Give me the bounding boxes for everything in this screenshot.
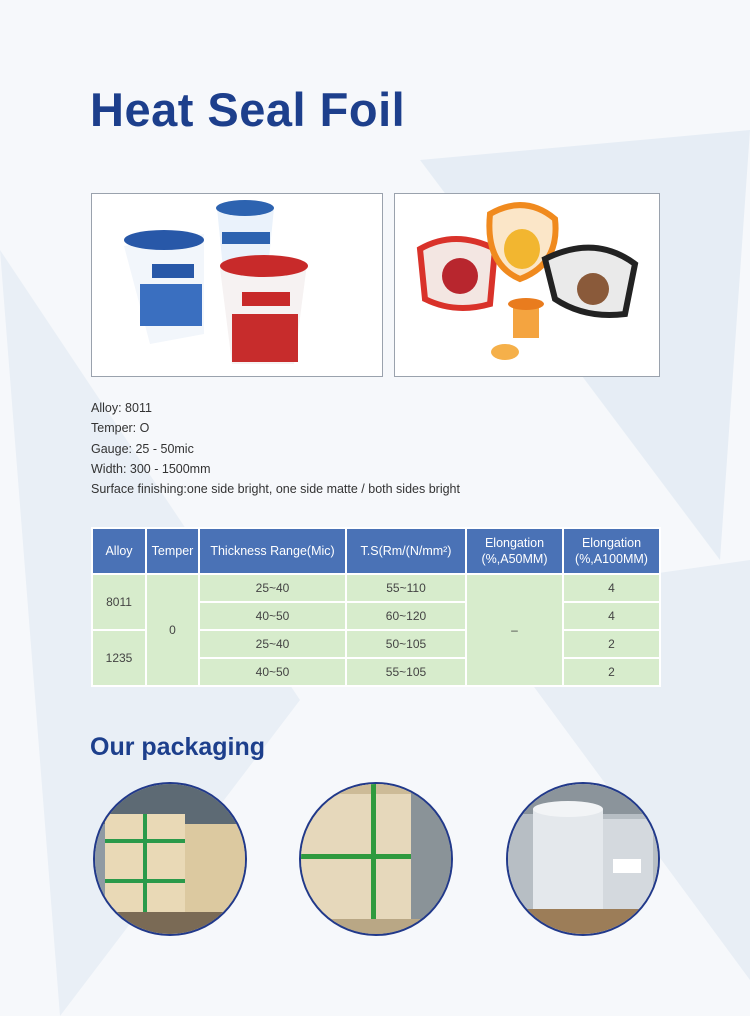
cell-thickness: 40~50 [199, 658, 346, 686]
cell-elongation-a100: 2 [563, 658, 660, 686]
cell-elongation-a100: 4 [563, 602, 660, 630]
cell-elongation-a100: 2 [563, 630, 660, 658]
cell-thickness: 40~50 [199, 602, 346, 630]
cell-thickness: 25~40 [199, 630, 346, 658]
packaging-photo-wooden-case [299, 782, 453, 936]
spec-alloy: Alloy: 8011 [91, 401, 152, 415]
cell-elongation-a50: – [466, 574, 563, 686]
header-alloy: Alloy [92, 528, 146, 574]
header-elongation-a100: Elongation (%,A100MM) [563, 528, 660, 574]
header-temper: Temper [146, 528, 199, 574]
spec-gauge: Gauge: 25 - 50mic [91, 441, 194, 456]
spec-list [91, 398, 460, 499]
header-thickness: Thickness Range(Mic) [199, 528, 346, 574]
spec-width: Width: 300 - 1500mm [91, 461, 211, 476]
packaging-title: Our packaging [90, 733, 266, 761]
cell-ts: 60~120 [346, 602, 466, 630]
page-title: Heat Seal Foil [90, 83, 406, 136]
header-ts: T.S(Rm/(N/mm²) [346, 528, 466, 574]
cell-elongation-a100: 4 [563, 574, 660, 602]
cell-ts: 55~105 [346, 658, 466, 686]
cell-ts: 50~105 [346, 630, 466, 658]
cell-alloy: 1235 [92, 630, 146, 686]
header-elongation-a50: Elongation (%,A50MM) [466, 528, 563, 574]
cell-ts: 55~110 [346, 574, 466, 602]
foil-lids-photo [394, 193, 660, 377]
yogurt-cups-photo [91, 193, 383, 377]
spec-temper: Temper: O [91, 421, 150, 436]
packaging-photo-foil-rolls [506, 782, 660, 936]
cell-temper: 0 [146, 574, 199, 686]
cell-alloy: 8011 [92, 574, 146, 630]
table-header-row [92, 528, 660, 574]
spec-table [91, 527, 661, 687]
cell-thickness: 25~40 [199, 574, 346, 602]
packaging-photo-crates [93, 782, 247, 936]
table-row [92, 574, 660, 602]
spec-surface: Surface finishing:one side bright, one side matte / both sides bright [91, 482, 460, 497]
